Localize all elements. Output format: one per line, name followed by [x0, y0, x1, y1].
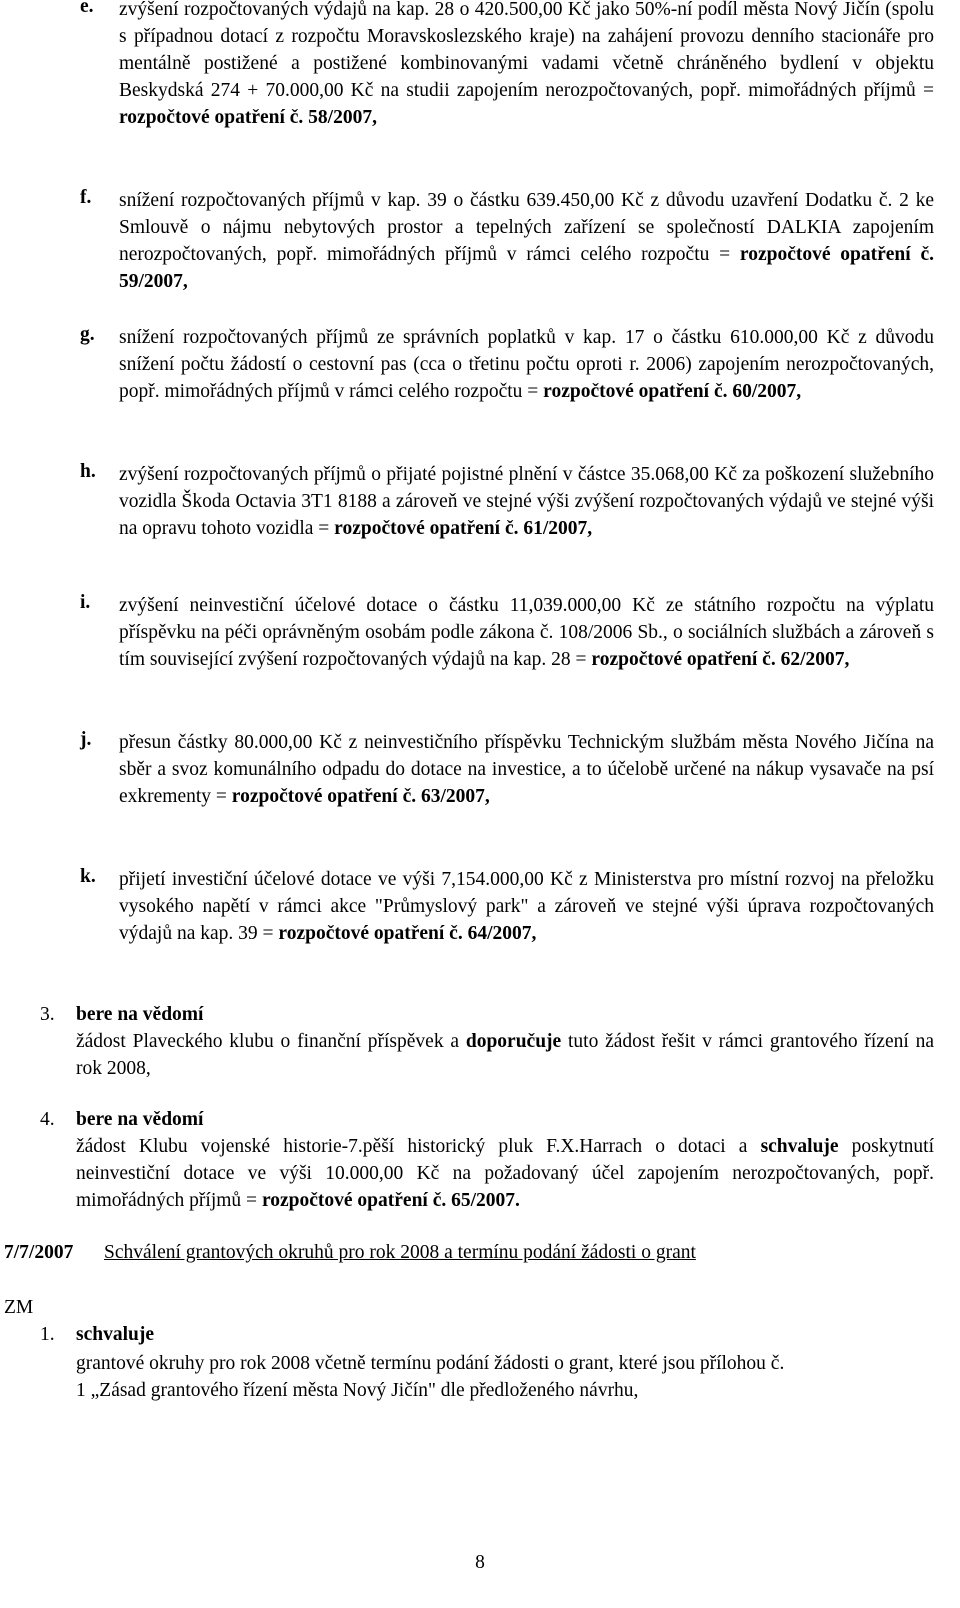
text-run: žádost Plaveckého klubu o finanční příspěvek a [76, 1031, 466, 1052]
item-text [76, 1133, 934, 1214]
section-title: Schválení grantových okruhů pro rok 2008 a termínu podání žádosti o grant [104, 1242, 696, 1263]
item-text [76, 1028, 934, 1082]
page-number: 8 [475, 1552, 485, 1573]
item-number: 4. [40, 1109, 55, 1130]
item-text [119, 187, 934, 295]
section-code: 7/7/2007 [4, 1242, 74, 1263]
bold-text: schvaluje [760, 1136, 839, 1157]
item-heading: schvaluje [76, 1324, 154, 1345]
text-run: zvýšení rozpočtovaných výdajů na kap. 28 o 420.500,00 Kč jako 50%-ní podíl města Nový Jičín (spolu s případnou dotací z rozpočtu Moravskoslezského kraje) na zahájení provozu denního stacionáře pro mentálně postižené a postižené kombinovanými vadami včetně chráněného bydlení v objektu Beskydská 274 + 70.000,00 Kč na studii zapojením nerozpočtovaných, popř. mimořádných příjmů = [119, 0, 934, 101]
bold-text: rozpočtové opatření č. 58/2007, [119, 107, 377, 128]
bold-text: rozpočtové opatření č. 64/2007, [278, 923, 537, 944]
text-run: snížení rozpočtovaných příjmů ze správních poplatků v kap. 17 o částku 610.000,00 Kč z důvodu snížení počtu žádostí o cestovní pas (cca o třetinu počtu oproti r. 2006) zapojením nerozpočtovaných, popř. mimořádných příjmů v rámci celého rozpočtu = [119, 327, 934, 402]
item-text [119, 866, 934, 947]
text-run: poskytnutí neinvestiční dotace ve výši 10.000,00 Kč na požadovaný účel zapojením nerozpočtovaných, popř. mimořádných příjmů = [76, 1136, 935, 1211]
bold-text: doporučuje [465, 1031, 562, 1052]
item-text [119, 461, 934, 542]
item-text [119, 729, 934, 810]
text-run: zvýšení neinvestiční účelové dotace o částku 11,039.000,00 Kč ze státního rozpočtu na výplatu příspěvku na péči oprávněným osobám podle zákona č. 108/2006 Sb., o sociálních službách a zároveň s tím související zvýšení rozpočtovaných výdajů na kap. 28 = [119, 595, 934, 670]
item-heading: bere na vědomí [76, 1109, 204, 1130]
bold-text: rozpočtové opatření č. 63/2007, [231, 786, 490, 807]
item-text-line: 1 „Zásad grantového řízení města Nový Jičín" dle předloženého návrhu, [76, 1380, 639, 1401]
text-run: snížení rozpočtovaných příjmů v kap. 39 o částku 639.450,00 Kč z důvodu uzavření Dodatku č. 2 ke Smlouvě o nájmu nebytových prostor a tepelných zařízení se společností DALKIA zapojením nerozpočtovaných, popř. mimořádných příjmů v rámci celého rozpočtu = [119, 190, 934, 265]
text-run: zvýšení rozpočtovaných příjmů o přijaté pojistné plnění v částce 35.068,00 Kč za poškození služebního vozidla Škoda Octavia 3T1 8188 a zároveň ve stejné výši zvýšení rozpočtovaných výdajů ve stejné výši na opravu tohoto vozidla = [119, 464, 934, 539]
item-text [119, 0, 934, 131]
bold-text: rozpočtové opatření č. 60/2007, [543, 381, 802, 402]
item-label: e. [80, 0, 94, 17]
item-text [119, 324, 934, 405]
item-label: f. [80, 187, 92, 208]
bold-text: rozpočtové opatření č. 59/2007, [119, 244, 934, 292]
bold-text: rozpočtové opatření č. 62/2007, [591, 649, 850, 670]
item-label: g. [80, 324, 95, 345]
item-number: 1. [40, 1324, 55, 1345]
item-heading: bere na vědomí [76, 1004, 204, 1025]
text-run: žádost Klubu vojenské historie-7.pěší historický pluk F.X.Harrach o dotaci a [76, 1136, 761, 1157]
item-label: j. [80, 729, 92, 750]
item-label: k. [80, 866, 96, 887]
text-run: přesun částky 80.000,00 Kč z neinvestičního příspěvku Technickým službám města Nového Jičína na sběr a svoz komunálního odpadu do dotace na investice, a to účelobě určené na nákup vysavače na psí exkrementy = [119, 732, 934, 807]
text-run: tuto žádost řešit v rámci grantového řízení na rok 2008, [76, 1031, 934, 1079]
text-run: přijetí investiční účelové dotace ve výši 7,154.000,00 Kč z Ministerstva pro místní rozvoj na přeložku vysokého napětí v rámci akce "Průmyslový park" a zároveň ve stejné výši úprava rozpočtovaných výdajů na kap. 39 = [119, 869, 934, 944]
item-label: h. [80, 461, 96, 482]
item-label: i. [80, 592, 91, 613]
item-text-line: grantové okruhy pro rok 2008 včetně termínu podání žádosti o grant, které jsou přílohou č. [76, 1353, 785, 1374]
item-text [119, 592, 934, 673]
bold-text: rozpočtové opatření č. 61/2007, [334, 518, 593, 539]
zm-label: ZM [4, 1297, 34, 1318]
bold-text: rozpočtové opatření č. 65/2007. [261, 1190, 520, 1211]
item-number: 3. [40, 1004, 55, 1025]
